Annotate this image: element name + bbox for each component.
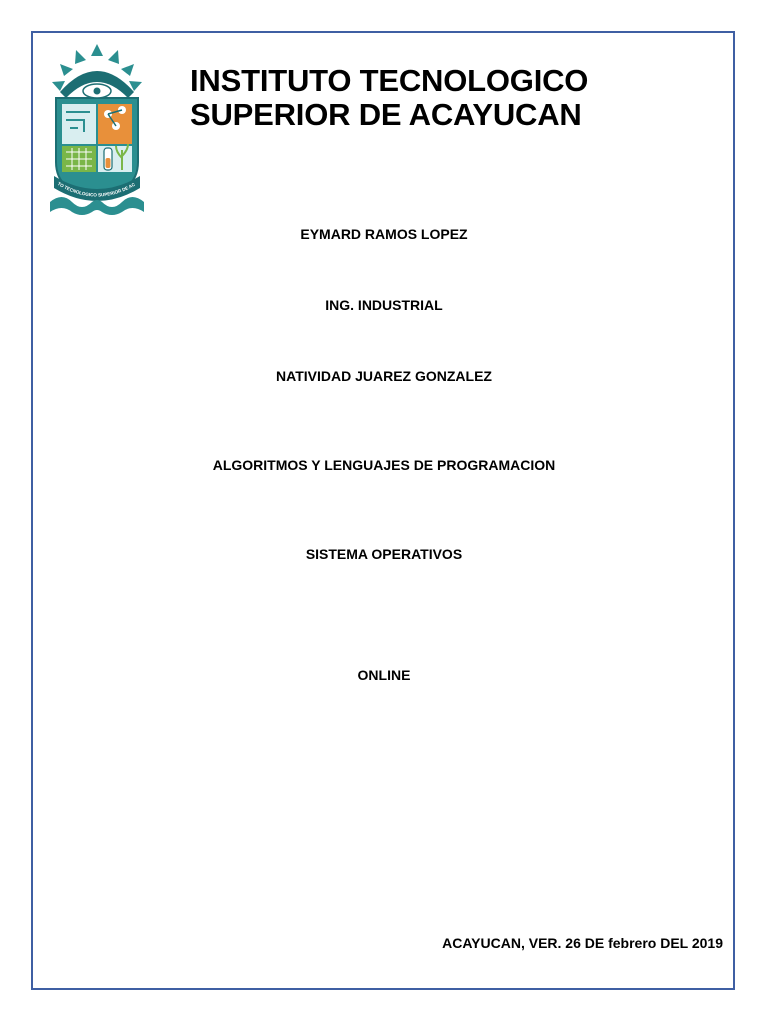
institute-title-line1: INSTITUTO TECNOLOGICO: [190, 63, 589, 98]
topic-name: SISTEMA OPERATIVOS: [305, 546, 463, 562]
test-tube-icon: [104, 148, 112, 170]
career-name: ING. INDUSTRIAL: [325, 297, 443, 313]
institute-title-line2: SUPERIOR DE ACAYUCAN: [190, 97, 582, 132]
subject-name: ALGORITMOS Y LENGUAJES DE PROGRAMACION: [212, 457, 556, 473]
institute-title: [190, 64, 588, 132]
seal-ribbon-text: TO TECNOLOGICO SUPERIOR DE AC: [56, 181, 137, 198]
teacher-name: NATIVIDAD JUAREZ GONZALEZ: [276, 368, 492, 384]
student-name: EYMARD RAMOS LOPEZ: [300, 226, 468, 242]
institutional-seal-icon: [46, 42, 148, 216]
eye-icon: [83, 84, 111, 98]
place-and-date: ACAYUCAN, VER. 26 DE febrero DEL 2019: [442, 935, 723, 951]
mode-label: ONLINE: [357, 667, 411, 683]
seal-field-left: [62, 104, 96, 144]
